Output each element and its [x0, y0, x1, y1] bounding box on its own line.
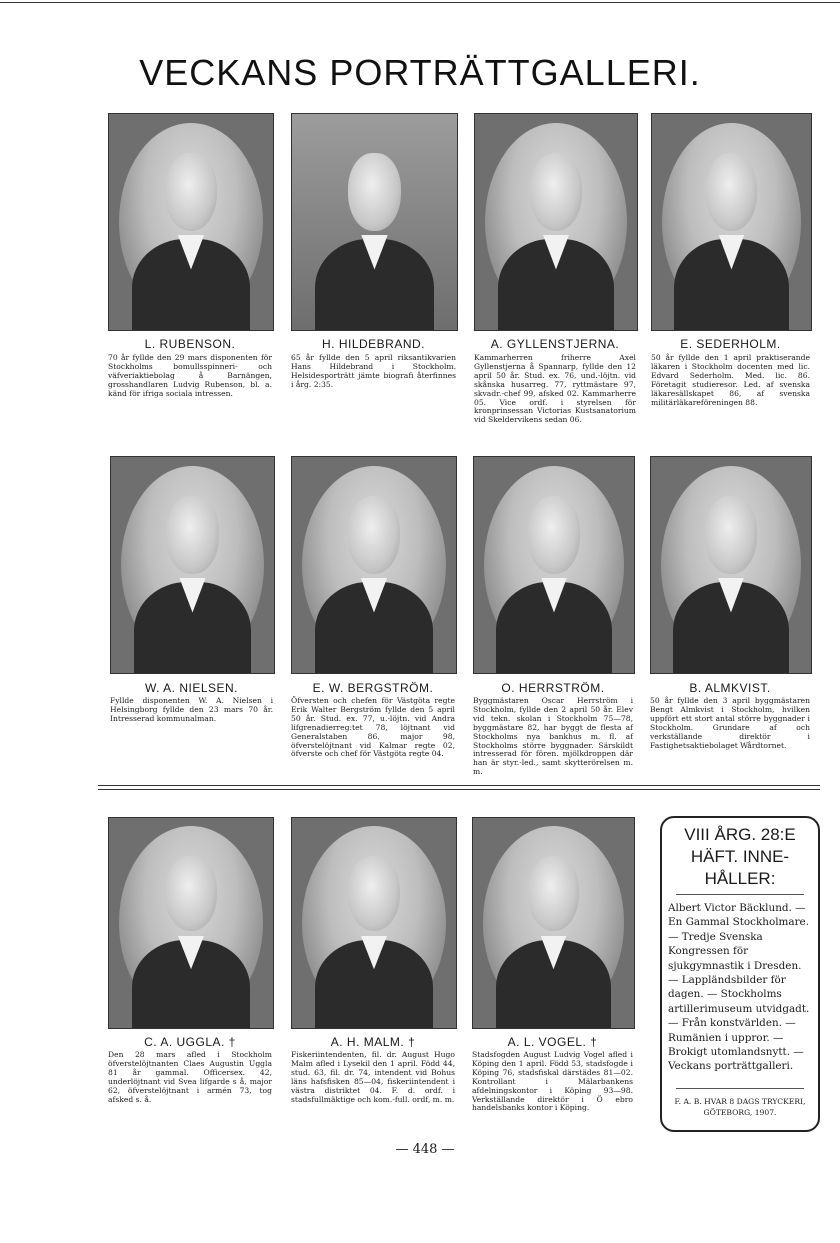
portrait-name: E. W. BERGSTRÖM. [312, 681, 434, 695]
page-number: — 448 — [395, 1142, 455, 1157]
portrait-photo-almkvist [650, 456, 812, 674]
portrait-name: L. RUBENSON. [144, 337, 236, 351]
section-divider [98, 789, 820, 790]
contents-heading-line: HÄFT. INNE- [690, 847, 790, 866]
portrait-caption: Stadsfogden August Ludvig Vogel afled i Köping den 1 april. Född 53, stadsfogde i Köping 76, stadsfiskal därstädes 81—02. Kontrollant i Mälarbankens afdelningskontor i Köping 93—98. Verkställande direktör i Ö ebro handelsbanks kontor i Köping. [472, 1050, 633, 1113]
portrait-photo-uggla [108, 817, 274, 1029]
contents-heading [660, 824, 820, 890]
portrait-photo-nielsen [110, 456, 275, 674]
portrait-caption: Fiskeriintendenten, fil. dr. August Hugo Malm afled i Lysekil den 1 april. Född 44, stud. 63, fil. dr. 74, intendent vid Bohus läns hafsfisken 85—04, fiskeriintendent i västra distriktet 04. F. d. ordf. i stadsfullmäktige och kom.-full. ordf, m. m. [291, 1050, 455, 1104]
portrait-photo-herrstrom [473, 456, 635, 674]
portrait-name: E. SEDERHOLM. [680, 337, 781, 351]
contents-heading-line: VIII ÅRG. 28:E [684, 825, 796, 844]
portrait-photo-rubenson [108, 113, 274, 331]
portrait-caption: 50 år fyllde den 3 april byggmästaren Bengt Almkvist i Stockholm, hvilken uppfört ett stort antal större byggnader i Stockholm. Grundare af och verkställande direktör i Fastighetsaktiebolaget Wårdtornet. [650, 696, 810, 750]
portrait-photo-bergstrom [291, 456, 457, 674]
portrait-photo-gyllenstjerna [474, 113, 638, 331]
contents-heading-line: HÅLLER: [704, 869, 776, 888]
page-title: VECKANS PORTRÄTTGALLERI. [139, 52, 701, 93]
portrait-caption: Byggmästaren Oscar Herrström i Stockholm, fyllde den 2 april 50 år. Elev vid tekn. skolan i Stockholm 75—78, byggmästare 82, har byggt de flesta af Stockholms nya bankhus m. fl. af Stockholms större byggnader. Särskildt intresserad för fören. mjölkdroppen där han är styr.-led., samt skytterörelsen m. m. [473, 696, 633, 777]
contents-divider [676, 894, 804, 895]
portrait-caption: 50 år fyllde den 1 april praktiserande läkaren i Stockholm docenten med lic. Edvard Sederholm. Med. lic. 86. Företagit studieresor. Led. af svenska läkaresällskapet 86, af svenska militärläkareföreningen 88. [651, 353, 810, 407]
printer-credit: F. A. B. HVAR 8 DAGS TRYCKERI, GÖTEBORG, 1907. [674, 1097, 806, 1117]
portrait-caption: Kammarherren friherre Axel Gyllenstjerna å Spannarp, fyllde den 12 april 50 år. Stud. ex. 76, und.-löjtn. vid skånska husarreg. 77, ryttmästare 97, skvadr.-chef 99, afsked 02. Kammarherre 05. Vice ordf. i styrelsen för kronprinsessan Victorias Kustsanatorium vid Skeldervikens sedan 06. [474, 353, 636, 425]
portrait-caption: 70 år fyllde den 29 mars disponenten för Stockholms bomullsspinneri- och väfveriaktiebolag å Barnängen, grosshandlaren Ludvig Rubenson, bl. a. känd för ifriga sociala intressen. [108, 353, 272, 398]
portrait-name: O. HERRSTRÖM. [501, 681, 605, 695]
portrait-caption: 65 år fyllde den 5 april riksantikvarien Hans Hildebrand i Stockholm. Helsidesporträtt jämte biografi återfinnes i årg. 2:35. [291, 353, 456, 389]
portrait-photo-hildebrand [291, 113, 458, 331]
portrait-photo-malm [291, 817, 457, 1029]
contents-text: Albert Victor Bäcklund. — En Gammal Stockholmare. — Tredje Svenska Kongressen för sjukgymnastik i Dresden. — Lappländsbilder för dagen. — Stockholms artillerimuseum utvidgadt. — Från konstvärlden. — Rumänien i uppror. — Brokigt utomlandsnytt. — Veckans porträttgalleri. [668, 902, 810, 1073]
portrait-photo-vogel [472, 817, 635, 1029]
portrait-name: A. H. MALM. † [330, 1035, 416, 1049]
section-divider [98, 785, 820, 786]
portrait-name: C. A. UGGLA. † [144, 1035, 236, 1049]
portrait-name: H. HILDEBRAND. [321, 337, 426, 351]
portrait-name: W. A. NIELSEN. [144, 681, 239, 695]
portrait-caption: Den 28 mars afled i Stockholm öfverstelöjtnanten Claes Augustin Uggla 81 år gammal. Officersex. 42, underlöjtnant vid Svea lifgarde s å, major 62, öfverstelöjtnant i armén 73, tog afsked s. å. [108, 1050, 272, 1104]
portrait-caption: Öfversten och chefen för Västgöta regte Erik Walter Bergström fyllde den 5 april 50 år. Stud. ex. 77, u.-löjtn. vid Andra lifgrenadierreg:tet 78, löjtnant vid Generalstaben 86, major 98, öfverstelöjtnant vid Kalmar regte 02, öfverste och chef för Västgöta regte 04. [291, 696, 455, 759]
top-rule [0, 2, 840, 3]
portrait-name: A. L. VOGEL. † [507, 1035, 598, 1049]
portrait-name: A. GYLLENSTJERNA. [490, 337, 620, 351]
portrait-caption: Fyllde disponenten W. A. Nielsen i Helsingborg fyllde den 23 mars 70 år. Intresserad kommunalman. [110, 696, 273, 723]
contents-divider [676, 1088, 804, 1089]
portrait-photo-sederholm [651, 113, 812, 331]
portrait-name: B. ALMKVIST. [689, 681, 771, 695]
